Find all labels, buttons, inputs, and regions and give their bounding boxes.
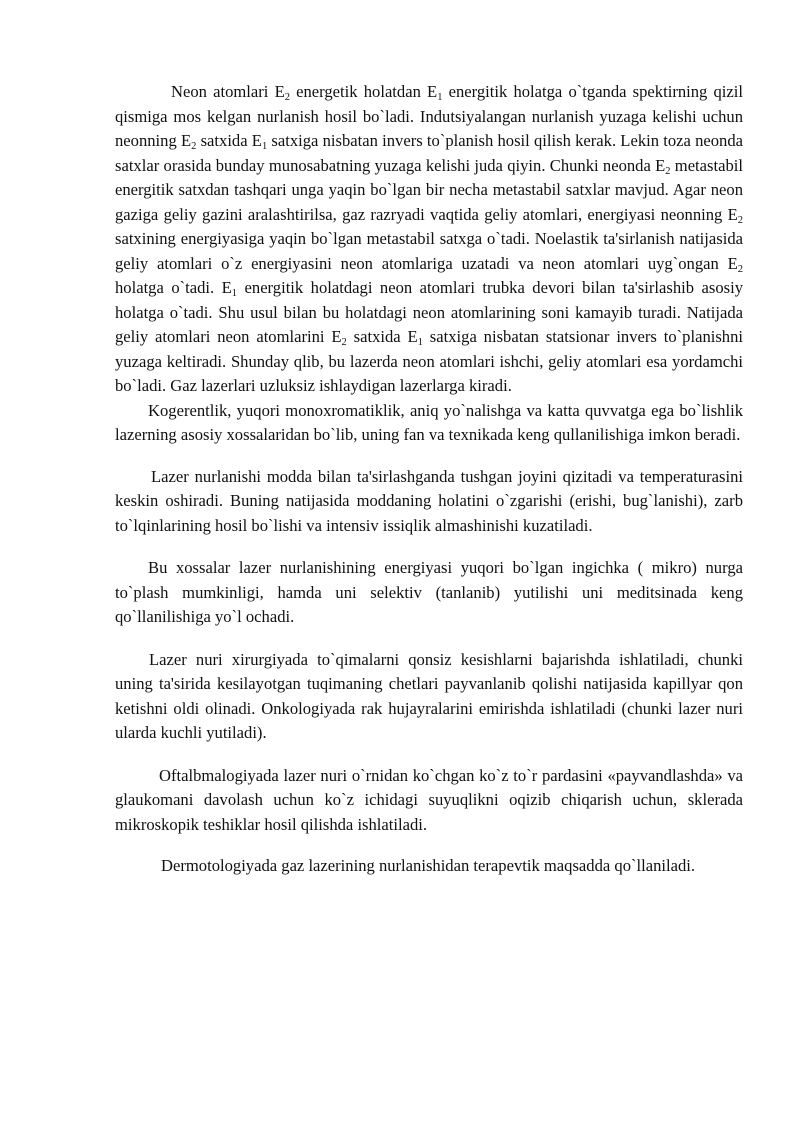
subscript: 2: [284, 92, 290, 103]
document-body: [115, 80, 743, 879]
paragraph-surgery-oncology: Lazer nuri xirurgiyada to`qimalarni qonsiz kesishlarni bajarishda ishlatiladi, chunki uning ta'sirida kesilayotgan tuqimaning chetlari payvanlanib qolishi natijasida kapillyar qon ketishni oldi olinadi. Onkologiyada rak hujayralarini emirishda ishlatiladi (chunki lazer nuri ularda kuchli yutiladi).: [115, 649, 743, 742]
text-run: satxida E: [196, 131, 262, 150]
paragraph-medical-application: Bu xossalar lazer nurlanishining energiyasi yuqori bo`lgan ingichka ( mikro) nurga to`plash mumkinligi, hamda uni selektiv (tanlanib) yutilishi uni meditsinada keng qo`llanilishiga yo`l ochadi.: [115, 558, 743, 626]
subscript: 1: [231, 288, 238, 299]
text-run: Neon atomlari E: [171, 82, 285, 101]
subscript: 2: [341, 337, 347, 348]
paragraph-dermatology: Dermotologiyada gaz lazerining nurlanishidan terapevtik maqsadda qo`llaniladi.: [161, 856, 696, 875]
paragraph-laser-properties: Kogerentlik, yuqori monoxromatiklik, aniq yo`nalishga va katta quvvatga ega bo`lishlik lazerning asosiy xossalaridan bo`lib, uning fan va texnikada keng qullanilishiga imkon beradi.: [115, 400, 743, 444]
subscript: 2: [737, 263, 743, 275]
text-run: satxida E: [346, 327, 418, 346]
paragraph-laser-matter-interaction: Lazer nurlanishi modda bilan ta'sirlashganda tushgan joyini qizitadi va temperaturasini keskin oshiradi. Buning natijasida moddaning holatini o`zgarishi (erishi, bug`lanishi), zarb to`lqinlarining hosil bo`lishi va intensiv issiqlik almashinishi kuzatiladi.: [115, 466, 743, 535]
text-run: metastabil energitik satxdan tashqari unga yaqin bo`lgan bir necha metastabil satxlar mavjud. Agar neon gaziga geliy gazini aralashtirilsa, gaz razryadi vaqtida geliy atomlari, energiyasi neonning E: [115, 155, 743, 224]
paragraph-neon-helium-laser: [115, 80, 743, 399]
text-run: energitik holatdagi neon atomlari trubka devori bilan ta'sirlashib asosiy holatga o`tadi. Shu usul bilan bu holatdagi neon atomlarining soni kamayib turadi. Natijada geliy atomlari neon atomlarini E: [115, 278, 743, 346]
subscript: 1: [261, 141, 268, 152]
paragraph-ophthalmology: Oftalbmalogiyada lazer nuri o`rnidan ko`chgan ko`z to`r pardasini «payvandlashda» va glaukomani davolash uchun ko`z ichidagi suyuqlikni oqizib chiqarish uchun, sklerada mikroskopik teshiklar hosil qilishda ishlatiladi.: [115, 765, 743, 834]
text-run: satxiga nisbatan statsionar invers to`planishni yuzaga keltiradi. Shunday qlib, bu lazerda neon atomlari ishchi, geliy atomlari esa yordamchi bo`ladi. Gaz lazerlari uzluksiz ishlaydigan lazerlarga kiradi.: [115, 327, 744, 395]
text-run: energetik holatdan E: [289, 82, 438, 101]
text-run: energitik holatga o`tganda spektirning qizil qismiga mos kelgan nurlanish hosil bo`ladi. Indutsiyalangan nurlanish yuzaga kelishi uchun neonning E: [115, 82, 744, 150]
subscript: 2: [737, 214, 743, 226]
subscript: 1: [417, 337, 423, 348]
text-run: satxining energiyasiga yaqin bo`lgan metastabil satxga o`tadi. Noelastik ta'sirlanish natijasida geliy atomlari o`z energiyasini neon atomlariga uzatadi va neon atomlari uyg`ongan E: [115, 229, 743, 273]
subscript: 1: [437, 92, 443, 103]
text-run: holatga o`tadi. E: [115, 278, 232, 297]
subscript: 2: [191, 141, 197, 152]
text-run: satxiga nisbatan invers to`planish hosil qilish kerak. Lekin toza neonda satxlar orasida bunday munosabatning yuzaga kelishi juda qiyin. Chunki neonda E: [115, 131, 744, 175]
subscript: 2: [665, 165, 671, 177]
